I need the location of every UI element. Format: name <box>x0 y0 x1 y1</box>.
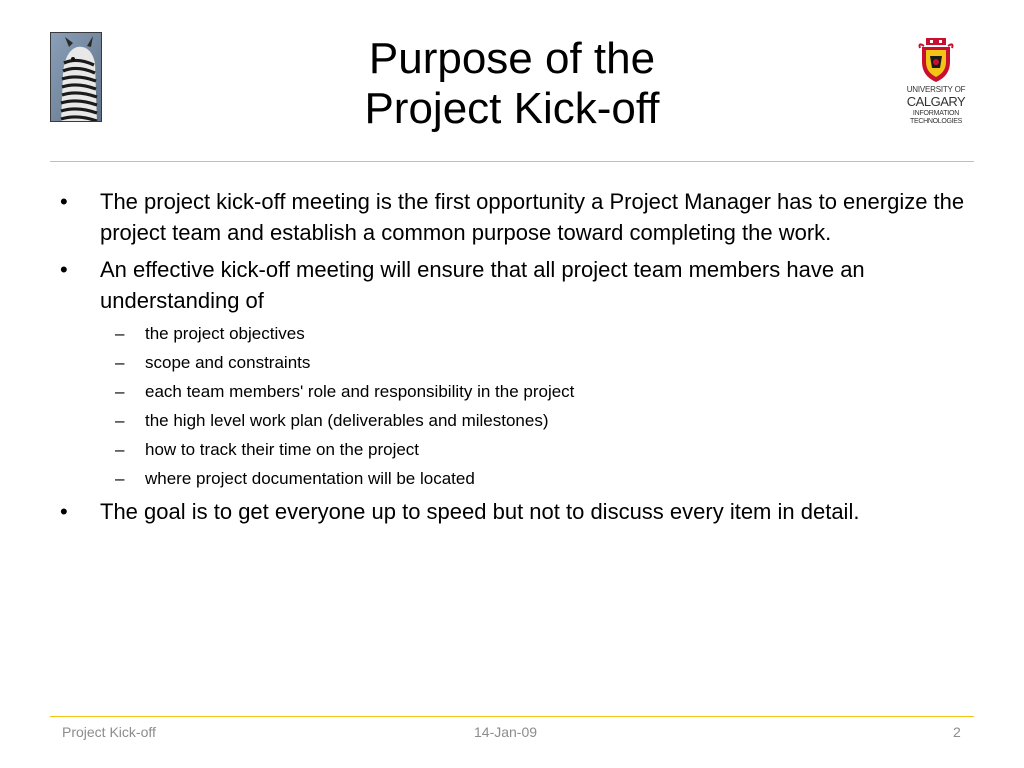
bullet-marker: • <box>60 189 68 214</box>
logo-university-of: UNIVERSITY OF <box>906 85 966 94</box>
bullet-marker: • <box>60 257 68 282</box>
sub-bullet-item <box>52 438 972 461</box>
bullet-item <box>52 254 972 316</box>
sub-bullet-text: how to track their time on the project <box>145 440 420 459</box>
dash-marker: – <box>115 353 125 372</box>
sub-bullet-item <box>52 409 972 432</box>
bullet-text: The goal is to get everyone up to speed but not to discuss every item in detail. <box>100 499 860 524</box>
slide-title-line-2: Project Kick-off <box>364 84 660 133</box>
sub-bullet-text: the project objectives <box>145 324 305 343</box>
logo-information: INFORMATION <box>912 110 960 117</box>
sub-bullet-item <box>52 467 972 490</box>
university-logo <box>900 38 972 130</box>
sub-bullet-text: the high level work plan (deliverables and milestones) <box>145 411 549 430</box>
zebra-photo-icon <box>51 33 102 122</box>
dash-marker: – <box>115 469 125 488</box>
sub-bullet-item <box>52 322 972 345</box>
slide-title-line-1: Purpose of the <box>368 34 656 83</box>
sub-bullet-text: scope and constraints <box>145 353 311 372</box>
footer-date: 14-Jan-09 <box>474 724 538 740</box>
dash-marker: – <box>115 382 125 401</box>
dash-marker: – <box>115 411 125 430</box>
bullet-item <box>52 496 972 527</box>
dash-marker: – <box>115 440 125 459</box>
dash-marker: – <box>115 324 125 343</box>
slide-title <box>212 34 812 134</box>
bullet-text: The project kick-off meeting is the first opportunity a Project Manager has to energize the project team and establish a common purpose toward completing the work. <box>100 189 965 245</box>
footer-title: Project Kick-off <box>62 724 156 740</box>
slide-body <box>52 186 972 533</box>
footer-page-number: 2 <box>953 724 961 740</box>
footer-divider <box>50 716 974 717</box>
zebra-image <box>50 32 102 122</box>
sub-bullet-item <box>52 380 972 403</box>
bullet-text: An effective kick-off meeting will ensure that all project team members have an understanding of <box>100 257 865 313</box>
logo-technologies: TECHNOLOGIES <box>909 118 963 125</box>
crest-icon <box>916 38 956 84</box>
sub-bullet-text: where project documentation will be located <box>145 469 475 488</box>
sub-bullet-item <box>52 351 972 374</box>
bullet-marker: • <box>60 499 68 524</box>
sub-bullet-text: each team members' role and responsibility in the project <box>145 382 575 401</box>
header-divider <box>50 161 974 162</box>
logo-calgary: CALGARY <box>906 94 966 109</box>
bullet-item <box>52 186 972 248</box>
sub-bullet-list <box>52 322 972 490</box>
